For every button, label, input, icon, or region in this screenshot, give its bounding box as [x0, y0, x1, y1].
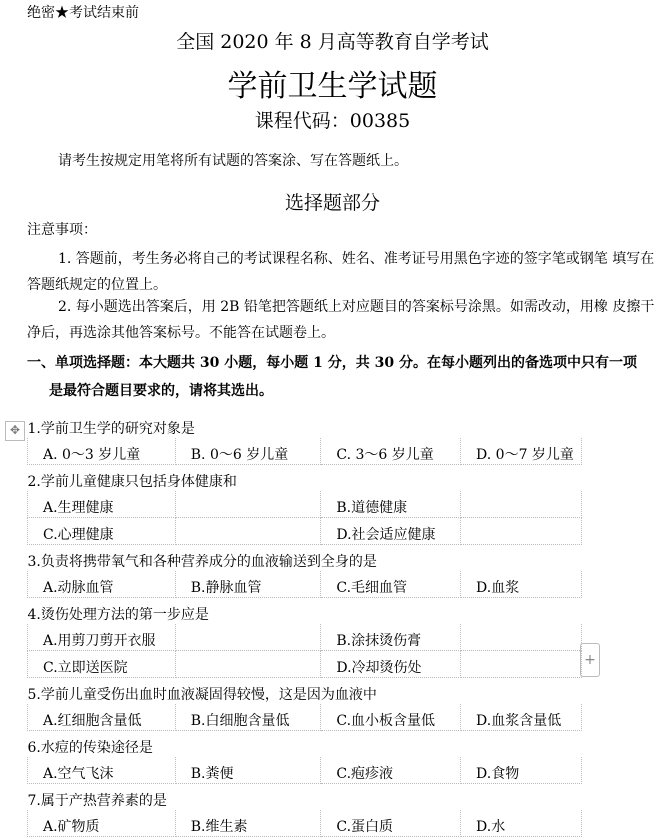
option-cell[interactable]: [175, 491, 321, 518]
part-heading-line2: 是最符合题目要求的，请将其选出。: [49, 383, 273, 399]
part-heading: [27, 349, 655, 405]
option-cell[interactable]: D. 0～7 岁儿童: [461, 438, 582, 465]
option-cell[interactable]: A.用剪刀剪开衣服: [28, 624, 176, 651]
option-cell[interactable]: [461, 518, 582, 545]
option-cell[interactable]: A.矿物质: [28, 810, 176, 837]
option-cell[interactable]: B.白细胞含量低: [175, 704, 321, 731]
option-cell[interactable]: C.毛细血管: [321, 571, 461, 598]
course-code: 课程代码：00385: [254, 110, 411, 132]
option-cell[interactable]: C.血小板含量低: [321, 704, 461, 731]
option-cell[interactable]: [461, 491, 582, 518]
part-heading-line1: 一、单项选择题：本大题共 30 小题，每小题 1 分，共 30 分。在每小题列出的备选项中只有一项: [27, 355, 637, 371]
move-handle-icon[interactable]: ✥: [5, 421, 25, 441]
paper-title: 学前卫生学试题: [227, 69, 438, 104]
confidential-mark: 绝密★考试结束前: [27, 5, 139, 21]
option-cell[interactable]: B.涂抹烫伤膏: [321, 624, 461, 651]
question-text: 6.水痘的传染途径是: [27, 740, 153, 756]
option-cell[interactable]: A. 0～3 岁儿童: [28, 438, 176, 465]
instruction: 请考生按规定用笔将所有试题的答案涂、写在答题纸上。: [58, 153, 408, 169]
option-cell[interactable]: A.动脉血管: [28, 571, 176, 598]
option-cell[interactable]: B.静脉血管: [175, 571, 321, 598]
question-text: 2.学前儿童健康只包括身体健康和: [27, 474, 237, 490]
option-cell[interactable]: C.蛋白质: [321, 810, 461, 837]
option-cell[interactable]: A.空气飞沫: [28, 757, 176, 784]
option-cell[interactable]: B.道德健康: [321, 491, 461, 518]
option-cell[interactable]: [461, 624, 582, 651]
option-cell[interactable]: D.血浆: [461, 571, 582, 598]
option-cell[interactable]: B.粪便: [175, 757, 321, 784]
exam-title: 全国 2020 年 8 月高等教育自学考试: [176, 31, 489, 53]
notes-heading: 注意事项：: [27, 222, 97, 238]
option-cell[interactable]: B.维生素: [175, 810, 321, 837]
option-cell[interactable]: D.冷却烫伤处: [321, 651, 461, 678]
question-text: 7.属于产热营养素的是: [27, 793, 167, 809]
option-cell[interactable]: A.生理健康: [28, 491, 176, 518]
question-text: 3.负责将携带氧气和各种营养成分的血液输送到全身的是: [27, 554, 377, 570]
note-item: 1. 答题前，考生务必将自己的考试课程名称、姓名、准考证号用黑色字迹的签字笔或钢笔 填写在答题纸规定的位置上。: [27, 251, 655, 293]
option-cell[interactable]: [175, 518, 321, 545]
question-text: 5.学前儿童受伤出血时血液凝固得较慢，这是因为血液中: [27, 687, 377, 703]
note-item: 2. 每小题选出答案后，用 2B 铅笔把答题纸上对应题目的答案标号涂黑。如需改动，用橡 皮擦干净后，再选涂其他答案标号。不能答在试题卷上。: [27, 299, 655, 341]
option-cell[interactable]: B. 0～6 岁儿童: [175, 438, 321, 465]
questions-table: [27, 412, 582, 837]
section-title: 选择题部分: [284, 192, 380, 214]
option-cell[interactable]: D.水: [461, 810, 582, 837]
option-cell[interactable]: C.立即送医院: [28, 651, 176, 678]
option-cell[interactable]: C.疱疹液: [321, 757, 461, 784]
question-text: 4.烫伤处理方法的第一步应是: [27, 607, 209, 623]
question-text: 1.学前卫生学的研究对象是: [27, 421, 195, 437]
option-cell[interactable]: C. 3～6 岁儿童: [321, 438, 461, 465]
add-row-icon[interactable]: +: [580, 643, 600, 677]
option-cell[interactable]: A.红细胞含量低: [28, 704, 176, 731]
option-cell[interactable]: [175, 651, 321, 678]
option-cell[interactable]: D.社会适应健康: [321, 518, 461, 545]
option-cell[interactable]: D.血浆含量低: [461, 704, 582, 731]
option-cell[interactable]: [461, 651, 582, 678]
option-cell[interactable]: D.食物: [461, 757, 582, 784]
option-cell[interactable]: C.心理健康: [28, 518, 176, 545]
option-cell[interactable]: [175, 624, 321, 651]
